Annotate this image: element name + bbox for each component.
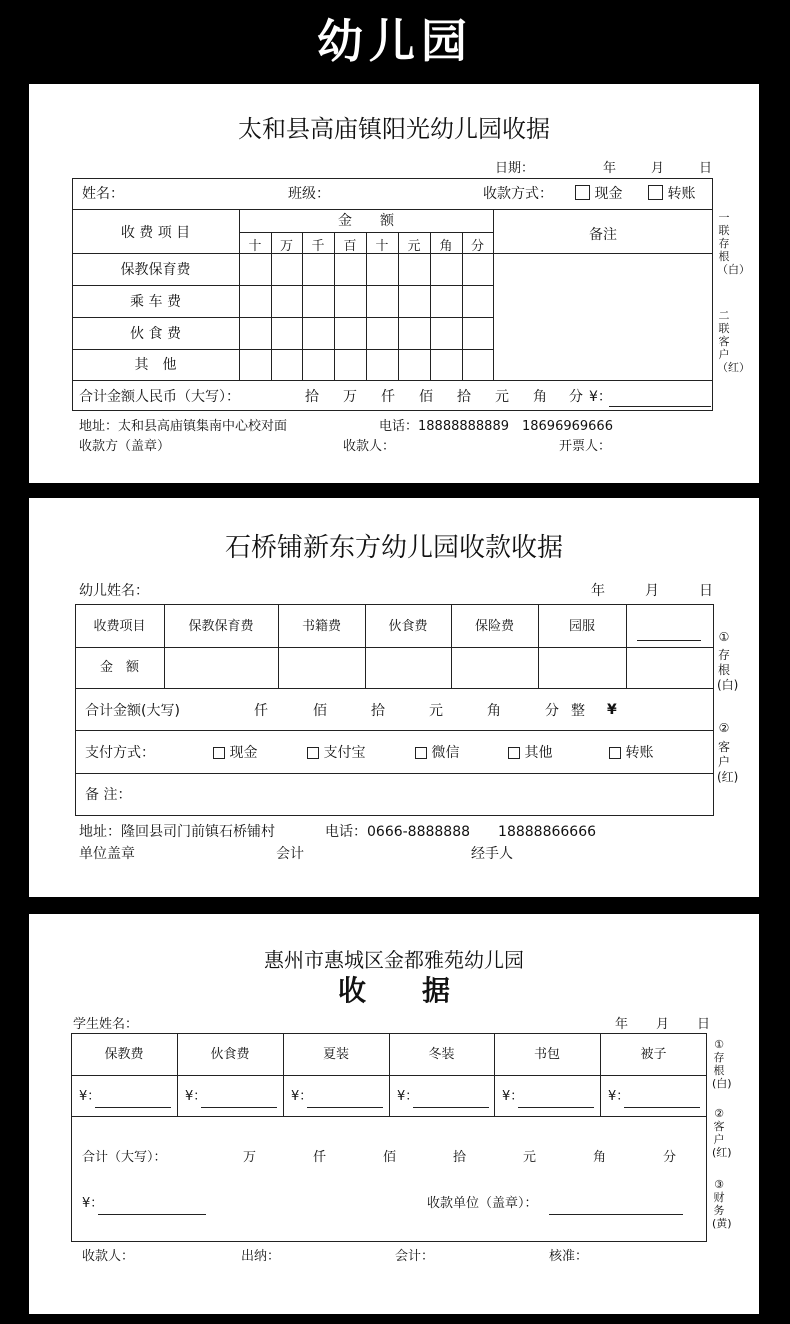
- header-cell: 书籍费: [301, 619, 341, 634]
- copy-num-1: ①: [718, 630, 730, 644]
- row-divider: [75, 773, 714, 774]
- cash-label: 现金: [594, 186, 623, 202]
- row-divider: [72, 253, 493, 254]
- checkbox[interactable]: [415, 747, 427, 759]
- remarks-label: 备 注：: [85, 787, 132, 803]
- child-name-label: 幼儿姓名：: [79, 583, 149, 599]
- digit-label: 角: [439, 239, 453, 254]
- row-divider: [71, 1116, 707, 1117]
- copy-label-1: 存根(白): [712, 1051, 732, 1090]
- receipt-3-title: 惠州市惠城区金都雅苑幼儿园: [264, 948, 524, 972]
- approver-label: 核准：: [549, 1249, 589, 1264]
- checkbox[interactable]: [508, 747, 520, 759]
- header-cell: 保教费: [104, 1047, 144, 1062]
- phone: 电话：18888888889 18696969666: [379, 419, 613, 434]
- checkbox[interactable]: [609, 747, 621, 759]
- copy-num-2: ②: [718, 721, 730, 735]
- issuer: 开票人：: [559, 439, 612, 454]
- fee-item: 其 他: [134, 357, 177, 373]
- total-unit: 仟: [254, 703, 268, 719]
- receipt-3: [29, 914, 759, 1314]
- fee-item-header: 收 费 项 目: [120, 225, 191, 241]
- digit-col-line: [462, 232, 463, 380]
- accountant-label: 会计：: [395, 1249, 435, 1264]
- row-divider: [75, 688, 714, 689]
- phone: 电话：0666-8888888 18888866666: [325, 824, 597, 840]
- total-unit: 佰: [419, 389, 433, 405]
- digit-col-line: [334, 232, 335, 380]
- amount-field[interactable]: [201, 1107, 277, 1108]
- total-unit: 元: [523, 1150, 537, 1165]
- header-cell: 书包: [533, 1047, 560, 1062]
- total-unit: 佰: [313, 703, 327, 719]
- total-unit: 元: [429, 703, 443, 719]
- copy-label-3: 财务(黄): [712, 1191, 732, 1230]
- copy-label-2: 客户(红): [717, 740, 739, 784]
- accountant-label: 会计: [276, 846, 304, 862]
- yen-label: ¥：: [397, 1089, 419, 1104]
- pay-option-cash[interactable]: [213, 744, 257, 762]
- class-label: 班级：: [288, 186, 330, 202]
- name-label: 姓名：: [82, 186, 124, 202]
- date-month: 月: [645, 583, 659, 599]
- copy-label-1: 一联存根（白）: [717, 211, 750, 276]
- digit-col-line: [302, 232, 303, 380]
- receipt-1-title: 太和县高庙镇阳光幼儿园收据: [238, 115, 550, 143]
- copy-num-2: ②: [714, 1107, 724, 1120]
- cash-option[interactable]: [575, 185, 622, 203]
- date-month: 月: [651, 161, 665, 176]
- handler-label: 经手人: [471, 846, 513, 862]
- header-cell: 收费项目: [93, 619, 146, 634]
- yen-label: ¥：: [79, 1089, 101, 1104]
- pay-option-alipay[interactable]: [307, 744, 365, 762]
- amount-label: 金 额: [99, 660, 139, 675]
- header-cell: 夏装: [322, 1047, 349, 1062]
- total-unit: 佰: [383, 1150, 397, 1165]
- stamp-label: 单位盖章: [79, 846, 135, 862]
- yen-label: ¥：: [502, 1089, 524, 1104]
- pay-option-label: 现金: [229, 745, 258, 761]
- total-unit: 整: [571, 703, 585, 719]
- payee-person: 收款人：: [343, 439, 396, 454]
- fee-item: 乘 车 费: [130, 294, 181, 310]
- header-cell: 被子: [640, 1047, 667, 1062]
- fee-item: 保教保育费: [120, 262, 191, 278]
- amount-field[interactable]: [413, 1107, 489, 1108]
- header-cell: 保险费: [474, 619, 514, 634]
- copy-num-3: ③: [714, 1178, 724, 1191]
- pay-option-label: 转账: [625, 745, 654, 761]
- digit-label: 十: [248, 239, 262, 254]
- digit-label: 万: [279, 239, 293, 254]
- date-year: 年: [591, 583, 605, 599]
- total-unit: 分: [569, 389, 583, 405]
- amount-field[interactable]: [624, 1107, 700, 1108]
- total-unit: 角: [533, 389, 547, 405]
- yen-label: ¥: [607, 702, 617, 718]
- remarks-header: 备注: [589, 227, 617, 243]
- yen-label: ¥：: [291, 1089, 313, 1104]
- amount-header: 金 额: [338, 213, 394, 229]
- cashier-label: 出纳：: [241, 1249, 281, 1264]
- total-amount-field[interactable]: [98, 1214, 206, 1215]
- copy-label-2: 二联客户（红）: [717, 309, 750, 374]
- pay-option-other[interactable]: [508, 744, 552, 762]
- student-name-label: 学生姓名：: [73, 1017, 139, 1032]
- cash-checkbox[interactable]: [575, 185, 590, 200]
- checkbox[interactable]: [213, 747, 225, 759]
- total-unit: 分: [545, 703, 559, 719]
- date-month: 月: [656, 1017, 670, 1032]
- payee-party: 收款方（盖章）: [79, 439, 171, 454]
- payee-label: 收款人：: [82, 1249, 135, 1264]
- yen-label: ¥：: [608, 1089, 630, 1104]
- digit-col-line: [398, 232, 399, 380]
- checkbox[interactable]: [307, 747, 319, 759]
- pay-option-label: 其他: [524, 745, 553, 761]
- amount-field[interactable]: [95, 1107, 171, 1108]
- header-cell: 园服: [568, 619, 595, 634]
- receipt-1: [29, 84, 759, 483]
- remarks-divider: [493, 253, 713, 254]
- row-divider: [72, 317, 493, 318]
- total-unit: 元: [495, 389, 509, 405]
- col-divider: [164, 604, 165, 688]
- total-label: 合计金额人民币（大写）：: [79, 389, 240, 405]
- header-cell: 伙食费: [210, 1047, 250, 1062]
- pay-option-wechat[interactable]: [415, 744, 459, 762]
- total-unit: 角: [487, 703, 501, 719]
- total-unit: 拾: [453, 1150, 467, 1165]
- col-divider: [451, 604, 452, 688]
- total-unit: 万: [243, 1150, 257, 1165]
- col-divider: [538, 604, 539, 688]
- yen-amount-field[interactable]: [609, 406, 711, 407]
- total-label: 合计（大写）：: [82, 1150, 167, 1165]
- digit-col-line: [430, 232, 431, 380]
- address: 地址：隆回县司门前镇石桥铺村: [79, 824, 275, 840]
- transfer-label: 转账: [667, 186, 696, 202]
- copy-num-1: ①: [714, 1038, 724, 1051]
- address: 地址：太和县高庙镇集南中心校对面: [79, 419, 288, 434]
- date-year: 年: [603, 161, 617, 176]
- date-label: 日期：: [495, 161, 535, 176]
- total-unit: 角: [593, 1150, 607, 1165]
- date-day: 日: [699, 161, 713, 176]
- col-divider: [278, 604, 279, 688]
- total-unit: 分: [663, 1150, 677, 1165]
- total-unit: 拾: [305, 389, 319, 405]
- row-divider: [75, 730, 714, 731]
- pay-option-label: 支付宝: [323, 745, 366, 761]
- yen-label: ¥：: [82, 1196, 104, 1211]
- row-divider: [72, 349, 493, 350]
- date-year: 年: [615, 1017, 629, 1032]
- col-divider: [626, 604, 627, 688]
- total-unit: 拾: [371, 703, 385, 719]
- pay-label: 支付方式：: [85, 745, 155, 761]
- receipt-2: [29, 498, 759, 897]
- yen-label: ¥：: [589, 389, 612, 405]
- row-divider: [75, 647, 714, 648]
- receipt-3-subtitle: 收 据: [337, 974, 450, 1007]
- total-unit: 仟: [313, 1150, 327, 1165]
- header-cell: 冬装: [428, 1047, 455, 1062]
- row-divider: [72, 209, 713, 210]
- date-day: 日: [697, 1017, 711, 1032]
- receipt-2-title: 石桥铺新东方幼儿园收款收据: [224, 533, 563, 563]
- row-divider: [72, 285, 493, 286]
- pay-option-label: 微信: [431, 745, 460, 761]
- receiver-unit-label: 收款单位（盖章）：: [427, 1196, 538, 1211]
- row-divider: [72, 380, 713, 381]
- custom-item-field[interactable]: [637, 640, 701, 641]
- digit-col-line: [271, 232, 272, 380]
- transfer-option[interactable]: [648, 185, 695, 203]
- digit-label: 百: [343, 239, 357, 254]
- date-day: 日: [699, 583, 713, 599]
- digit-label: 十: [375, 239, 389, 254]
- header-cell: 伙食费: [388, 619, 428, 634]
- copy-label-2: 客户(红): [712, 1120, 732, 1159]
- fee-item: 伙 食 费: [130, 326, 181, 342]
- copy-label-1: 存根(白): [717, 648, 739, 692]
- total-unit: 仟: [381, 389, 395, 405]
- amount-field[interactable]: [518, 1107, 594, 1108]
- total-unit: 拾: [457, 389, 471, 405]
- pay-option-transfer[interactable]: [609, 744, 653, 762]
- digit-label: 元: [407, 239, 421, 254]
- receiver-unit-field[interactable]: [549, 1214, 683, 1215]
- header-cell: 保教保育费: [188, 619, 254, 634]
- digit-label: 千: [311, 239, 325, 254]
- yen-label: ¥：: [185, 1089, 207, 1104]
- digit-col-line: [366, 232, 367, 380]
- total-label: 合计金额(大写): [85, 703, 180, 719]
- amount-field[interactable]: [307, 1107, 383, 1108]
- digit-label: 分: [470, 239, 484, 254]
- pay-method-label: 收款方式：: [483, 186, 553, 202]
- col-divider: [365, 604, 366, 688]
- total-unit: 万: [343, 389, 357, 405]
- page-title: 幼儿园: [317, 14, 473, 68]
- transfer-checkbox[interactable]: [648, 185, 663, 200]
